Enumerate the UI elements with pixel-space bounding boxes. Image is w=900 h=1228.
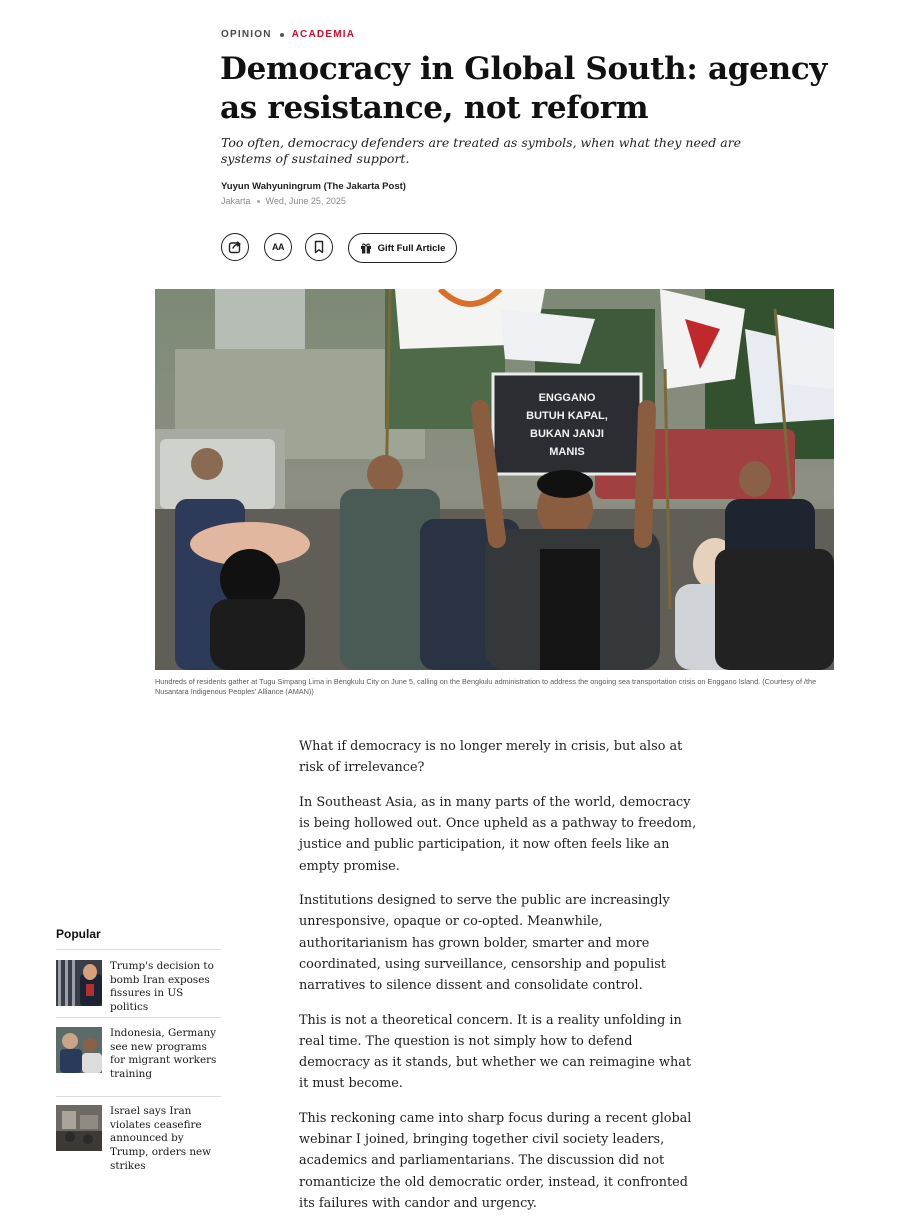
author-byline[interactable]: Yuyun Wahyuningrum (The Jakarta Post) bbox=[221, 181, 406, 192]
text-size-icon: AA bbox=[272, 242, 284, 252]
kicker-section-link[interactable]: ACADEMIA bbox=[291, 29, 356, 40]
publish-date: Wed, June 25, 2025 bbox=[265, 196, 346, 206]
placard-line-1: ENGGANO bbox=[538, 392, 596, 404]
popular-headline[interactable]: Indonesia, Germany see new programs for migrant workers training bbox=[110, 1027, 217, 1081]
body-paragraph: This reckoning came into sharp focus during a recent global webinar I joined, bringing together civil society leaders, academics and parliamentarians. The discussion did not romanticize the old democratic order, instead, it confronted its failures with candor and urgency. bbox=[299, 1111, 692, 1211]
share-button[interactable] bbox=[221, 233, 249, 261]
popular-divider bbox=[56, 1017, 221, 1018]
kicker bbox=[221, 29, 355, 40]
location: Jakarta bbox=[221, 196, 251, 206]
gift-label: Gift Full Article bbox=[377, 242, 446, 254]
article-subhead: Too often, democracy defenders are treated as symbols, when what they need are systems of sustained support. bbox=[221, 135, 742, 166]
text-size-button[interactable] bbox=[264, 233, 292, 261]
share-icon bbox=[228, 240, 242, 254]
popular-divider bbox=[56, 949, 221, 950]
article-headline: Democracy in Global South: agency as resistance, not reform bbox=[220, 51, 828, 126]
popular-thumbnail bbox=[56, 1105, 102, 1151]
bookmark-icon bbox=[313, 240, 325, 254]
photo-caption: Hundreds of residents gather at Tugu Simpang Lima in Bengkulu City on June 5, calling on the Bengkulu administration to address the ongoing sea transportation crisis on Enggano Island. (Courtesy of /the Nusantara Indigenous Peoples' Alliance (AMAN)) bbox=[155, 677, 817, 696]
kicker-dot bbox=[280, 33, 284, 37]
dateline bbox=[221, 196, 346, 206]
article-photo bbox=[155, 289, 834, 670]
placard-line-3: BUKAN JANJI bbox=[530, 428, 604, 440]
article-body bbox=[299, 736, 699, 1228]
placard-line-2: BUTUH KAPAL, bbox=[526, 410, 608, 422]
body-paragraph: What if democracy is no longer merely in crisis, but also at risk of irrelevance? bbox=[299, 739, 683, 776]
popular-item[interactable] bbox=[56, 960, 221, 1015]
popular-item[interactable] bbox=[56, 1105, 221, 1174]
bookmark-button[interactable] bbox=[305, 233, 333, 261]
body-paragraph: In Southeast Asia, as in many parts of the world, democracy is being hollowed out. Once upheld as a pathway to freedom, justice and public participation, it now often feels like an empty promise. bbox=[299, 794, 697, 874]
gift-icon bbox=[360, 242, 372, 254]
popular-headline[interactable]: Trump's decision to bomb Iran exposes fissures in US politics bbox=[110, 960, 214, 1014]
placard-line-4: MANIS bbox=[549, 446, 585, 458]
dateline-separator bbox=[257, 200, 260, 203]
popular-divider bbox=[56, 1096, 221, 1097]
gift-article-button[interactable] bbox=[348, 233, 457, 263]
popular-thumbnail bbox=[56, 1027, 102, 1073]
protest-photo bbox=[155, 289, 834, 670]
popular-thumbnail bbox=[56, 960, 102, 1006]
body-paragraph: Institutions designed to serve the public are increasingly unresponsive, opaque or co-opted. Meanwhile, authoritarianism has grown bolder, smarter and more coordinated, using surveillance, censorship and populist narratives to silence dissent and consolidate control. bbox=[299, 893, 670, 994]
popular-headline[interactable]: Israel says Iran violates ceasefire announced by Trump, orders new strikes bbox=[110, 1105, 212, 1172]
kicker-type: OPINION bbox=[221, 29, 272, 40]
popular-title: Popular bbox=[56, 927, 101, 941]
popular-item[interactable] bbox=[56, 1027, 221, 1082]
body-paragraph: This is not a theoretical concern. It is a reality unfolding in real time. The question is not simply how to defend democracy as it stands, but whether we can reimagine what it must become. bbox=[299, 1012, 691, 1092]
